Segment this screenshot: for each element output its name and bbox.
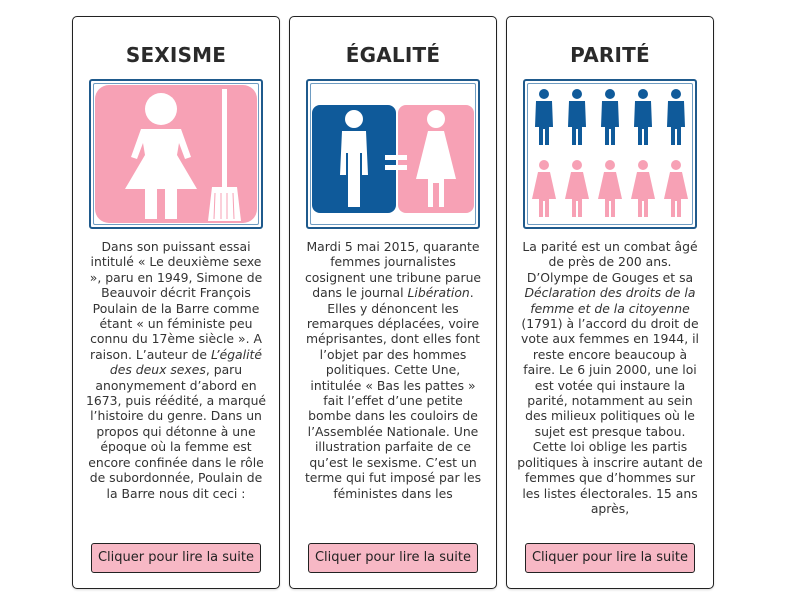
card-title: PARITÉ bbox=[570, 43, 650, 67]
read-more-button[interactable]: Cliquer pour lire la suite bbox=[525, 543, 695, 573]
image-frame bbox=[306, 79, 480, 229]
text-segment: Déclaration des droits de la femme et de la citoyenne bbox=[524, 285, 696, 316]
man-icon bbox=[634, 89, 652, 145]
man-icon bbox=[568, 89, 586, 145]
woman-icon bbox=[532, 160, 556, 217]
card-parite bbox=[506, 16, 714, 589]
five-men-five-women-icon bbox=[527, 83, 693, 225]
card-description bbox=[300, 239, 486, 501]
man-equals-woman-icon bbox=[310, 83, 476, 225]
woman-icon bbox=[631, 160, 655, 217]
image-frame bbox=[89, 79, 263, 229]
read-more-button[interactable]: Cliquer pour lire la suite bbox=[308, 543, 478, 573]
woman-icon bbox=[598, 160, 622, 217]
text-segment: La parité est un combat âgé de près de 200 ans. D’Olympe de Gouges et sa bbox=[522, 239, 698, 285]
woman-with-broom-icon bbox=[93, 83, 259, 225]
text-segment: Libération bbox=[407, 285, 470, 301]
card-title: SEXISME bbox=[125, 43, 227, 67]
image-frame bbox=[523, 79, 697, 229]
read-more-button[interactable]: Cliquer pour lire la suite bbox=[91, 543, 261, 573]
text-segment: , paru anonymement d’abord en 1673, puis réédité, a marqué l’histoire du genre. Dans un propos qui détonne à une époque où la femme est encore confinée dans le rôle de subordonnée, Poulain de la Barre nous dit ceci : bbox=[85, 362, 267, 501]
man-icon bbox=[667, 89, 685, 145]
woman-icon bbox=[664, 160, 688, 217]
text-segment: Mardi 5 mai 2015, quarante femmes journalistes cosignent une tribune parue dans le journal bbox=[304, 239, 482, 301]
man-icon bbox=[601, 89, 619, 145]
text-segment: Dans son puissant essai intitulé « Le deuxième sexe », paru en 1949, Simone de Beauvoir décrit François Poulain de la Barre comme étant « un féministe peu connu du 17ème siècle ». A raison. L’auteur de bbox=[89, 239, 263, 362]
woman-icon bbox=[565, 160, 589, 217]
text-segment: (1791) à l’accord du droit de vote aux femmes en 1944, il reste encore beaucoup à faire. Le 6 juin 2000, une loi est votée qui instaure la parité, notamment au sein des milieux politiques où le sujet est presque tabou. Cette loi oblige les partis politiques à inscrire autant de femmes que d’hommes sur les listes électorales. 15 ans après, bbox=[517, 316, 703, 516]
card-description bbox=[517, 239, 703, 516]
card-title: ÉGALITÉ bbox=[345, 43, 441, 67]
text-segment: . Elles y dénoncent les remarques déplacées, voire méprisantes, dont elles font l’objet par des hommes politiques. Cette Une, intitulée « Bas les pattes » fait l’effet d’une petite bombe dans les couloirs de l’Assemblée Nationale. Une illustration parfaite de ce qu’est le sexisme. C’est un terme qui fut imposé par les féministes dans les bbox=[304, 285, 482, 501]
text-segment: L’égalité des deux sexes bbox=[109, 346, 263, 378]
card-description bbox=[83, 239, 269, 501]
card-sexisme bbox=[72, 16, 280, 589]
man-icon bbox=[535, 89, 553, 145]
card-egalite bbox=[289, 16, 497, 589]
